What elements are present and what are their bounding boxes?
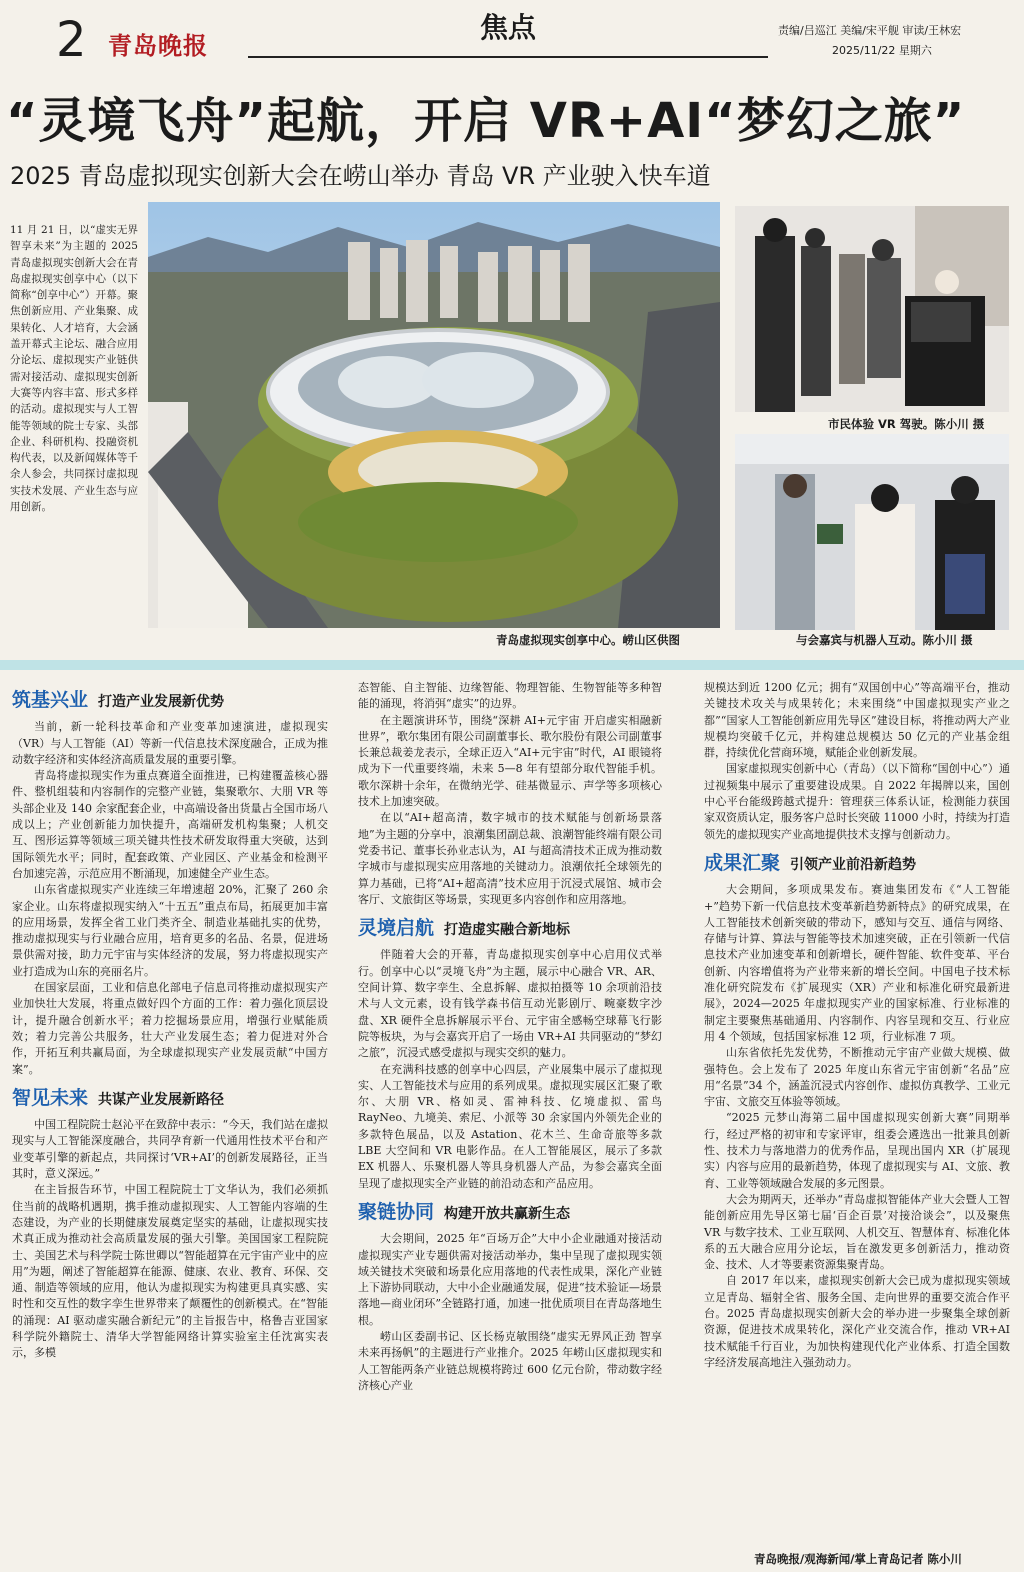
photo-caption-robot: 与会嘉宾与机器人互动。陈小川 摄 xyxy=(796,633,973,647)
editor-credits: 责编/吕巡江 美编/宋平舰 审读/王林宏 xyxy=(778,24,962,37)
section-subtitle: 打造虚实融合新地标 xyxy=(444,922,571,939)
paragraph: 在主题演讲环节，围绕“深耕 AI+元宇宙 开启虚实相融新世界”，歌尔集团有限公司副董事长、歌尔股份有限公司副董事长兼总裁姜龙表示，全球正迈入“AI+元宇宙”时代，AI 眼镜将成为下一代重要终端，未来 5—8 年有望部分取代智能手机。歌尔深耕十余年，在微纳光学、硅基微显示、声学等多项核心技术上加速突破。 xyxy=(358,713,662,809)
issue-date: 2025/11/22 星期六 xyxy=(832,44,932,57)
section-subtitle: 引领产业前沿新趋势 xyxy=(790,856,917,873)
reporter-credit: 青岛晚报/观海新闻/掌上青岛记者 陈小川 xyxy=(754,1552,962,1566)
masthead-rule xyxy=(248,56,768,58)
section-heading xyxy=(12,1086,328,1109)
section-heading xyxy=(358,917,662,940)
robot-interaction-illustration xyxy=(735,434,1009,630)
headline: “灵境飞舟”起航，开启 VR+AI“梦幻之旅” xyxy=(6,93,966,149)
column-1 xyxy=(12,680,328,1362)
section-keyword: 聚链协同 xyxy=(358,1200,435,1223)
paragraph: 山东省虚拟现实产业连续三年增速超 20%，汇聚了 260 余家企业。山东将虚拟现实纳入“十五五”重点布局，拓展更加丰富的应用场景，发挥全省工业门类齐全、制造业基础扎实的优势，推动虚拟现实与行业融合应用，培育更多的名品、名景，促进场景供需对接，助力元宇宙与实体经济的发展，努力将虚拟现实产业打造成为山东的亮丽名片。 xyxy=(12,883,328,978)
section-tag: 焦点 xyxy=(480,11,537,44)
column-3 xyxy=(704,680,1010,1371)
photo-vr-driving xyxy=(735,206,1009,412)
paragraph: 在充满科技感的创享中心四层，产业展集中展示了虚拟现实、人工智能技术与应用的系列成果。虚拟现实展区汇聚了歌尔、大朋 VR、格如灵、雷神科技、亿境虚拟、雷鸟 RayNeo、九境美、索尼、小派等 30 余家国内外领先企业的多款特色展品，以及 Astation、花木兰、生命奇旅等多款 LBE 大空间和 VR 电影作品。在人工智能展区，展示了多款 EX 机器人、乐聚机器人等具身机器人产品，为参会嘉宾全面呈现了虚拟现实全产业链的前沿动态和产品应用。 xyxy=(358,1062,662,1190)
column-2 xyxy=(358,680,662,1394)
section-keyword: 成果汇聚 xyxy=(704,851,781,874)
paragraph: 态智能、自主智能、边缘智能、物理智能、生物智能等多种智能的涌现，将消弭“虚实”的边界。 xyxy=(358,681,662,711)
paragraph: 国家虚拟现实创新中心（青岛）（以下简称“国创中心”）通过视频集中展示了重要建设成果。自 2022 年揭牌以来，国创中心平台能级跨越式提升：管理获三体系认证，检测能力获国家双资质认定，服务客户总时长突破 11000 小时，持续为打造领先的虚拟现实产业高地提供技术支撑与创新动力。 xyxy=(704,762,1010,841)
paragraph: 在国家层面，工业和信息化部电子信息司将推动虚拟现实产业加快壮大发展，将重点做好四个方面的工作：着力强化顶层设计，提升融合创新水平；着力挖掘场景应用，增强行业赋能质效；着力完善公共服务，壮大产业发展生态；着力促进对外合作，开拓互利共赢局面，为全球虚拟现实产业发展贡献“中国方案”。 xyxy=(12,981,328,1076)
section-keyword: 筑基兴业 xyxy=(12,689,89,711)
vr-driving-illustration xyxy=(735,206,1009,412)
paragraph: “2025 元梦山海第二届中国虚拟现实创新大赛”同期举行，经过严格的初审和专家评审，组委会遴选出一批兼具创新性、技术力与落地潜力的优秀作品，呈现出国内 XR（扩展现实）内容与应用的最新趋势，体现了虚拟现实与 AI、文旅、教育、工业等领域融合发展的多元图景。 xyxy=(704,1111,1010,1190)
paragraph: 自 2017 年以来，虚拟现实创新大会已成为虚拟现实领域立足青岛、辐射全省、服务全国、走向世界的重要交流合作平台。2025 青岛虚拟现实创新大会的举办进一步聚集全球创新资源，促进技术成果转化，深化产业交流合作，推动 VR+AI 技术赋能千行百业，为加快构建现代化产业体系、打造全国数字经济发展高地注入强劲动力。 xyxy=(704,1274,1010,1369)
paragraph: 山东省依托先发优势，不断推动元宇宙产业做大规模、做强特色。会上发布了 2025 年度山东省元宇宙创新“名品”应用“名景”34 个，涵盖沉浸式内容创作、虚拟仿真教学、工业元宇宙、文旅交互体验等领域。 xyxy=(704,1046,1010,1109)
paragraph: 崂山区委副书记、区长杨克敏围绕“虚实无界风正劲 智享未来再扬帆”的主题进行产业推介。2025 年崂山区虚拟现实和人工智能两条产业链总规模将跨过 600 亿元台阶，带动数字经济核心产业 xyxy=(358,1329,662,1392)
paragraph: 伴随着大会的开幕，青岛虚拟现实创享中心启用仪式举行。创享中心以“灵境飞舟”为主题，展示中心融合 VR、AR、空间计算、数字孪生、全息拆解、虚拟拍摄等 10 余项前沿技术与人文元素，设有钱学森书信互动光影剧厅、畹豪数字沙盘、XR 硬件全息拆解展示平台、元宇宙全感畅空球幕飞行影院等板块，为与会嘉宾开启了一场由 VR+AI 共同驱动的“梦幻之旅”，沉浸式感受虚拟与现实交织的魅力。 xyxy=(358,948,662,1060)
subheadline: 2025 青岛虚拟现实创新大会在崂山举办 青岛 VR 产业驶入快车道 xyxy=(10,162,711,190)
section-heading xyxy=(704,851,1010,874)
lead-paragraph: 11 月 21 日，以“虚实无界 智享未来”为主题的 2025 青岛虚拟现实创新大会在青岛虚拟现实创享中心（以下简称“创享中心”）开幕。聚焦创新应用、产业集聚、成果转化、人才培育，大会涵盖开幕式主论坛、融合应用分论坛、虚拟现实产业链供需对接活动、虚拟现实创新大赛等内容丰富、形式多样的活动。虚拟现实与人工智能等领域的院士专家、头部企业、科研机构、投融资机构代表，以及新闻媒体等千余人参会，共同探讨虚拟现实技术发展、产业生态与应用创新。 xyxy=(10,224,138,514)
masthead xyxy=(0,0,1024,70)
photo-robot-interaction xyxy=(735,434,1009,630)
section-subtitle: 共谋产业发展新路径 xyxy=(98,1091,225,1108)
paragraph: 在以“AI+超高清，数字城市的技术赋能与创新场景落地”为主题的分享中，浪潮集团副总裁、浪潮智能终端有限公司党委书记、董事长孙业志认为，AI 与超高清技术正成为推动数字城市与虚拟现实应用落地的关键动力。浪潮依托全球领先的算力基础，已将“AI+超高清”技术应用于沉浸式展馆、城市会客厅、文旅街区等场景，实现更多内容创作和应用落地。 xyxy=(358,811,662,906)
photo-caption-center: 青岛虚拟现实创享中心。崂山区供图 xyxy=(496,633,680,647)
aerial-illustration xyxy=(148,202,720,628)
section-heading xyxy=(12,689,328,711)
section-keyword: 智见未来 xyxy=(12,1086,89,1109)
paragraph: 规模达到近 1200 亿元；拥有“双国创中心”等高端平台，推动关键技术攻关与成果转化；未来围绕“中国虚拟现实产业之都”“国家人工智能创新应用先导区”建设目标，将推动两大产业规模均突破千亿元，并构建总规模达 50 亿元的产业基金组群，持续优化营商环境，赋能企业创新发展。 xyxy=(704,681,1010,760)
paragraph: 中国工程院院士赵沁平在致辞中表示：“今天，我们站在虚拟现实与人工智能深度融合，共同孕育新一代通用性技术平台和产业变革引擎的新起点，共同探讨‘VR+AI’的创新发展路径，正当其时，意义深远。” xyxy=(12,1118,328,1181)
photo-vr-center xyxy=(148,202,720,628)
paragraph: 在主旨报告环节，中国工程院院士丁文华认为，我们必须抓住当前的战略机遇期，携手推动虚拟现实、人工智能内容端的生态建设，为产业的长期健康发展奠定坚实的基础，让虚拟现实技术真正成为推动社会高质量发展的强大引擎。美国国家工程院院士、美国艺术与科学院士陈世卿以“智能超算在元宇宙产业中的应用”为题，阐述了智能超算在能源、健康、农业、教育、环保、交通、制造等领域的应用，他认为虚拟现实为构建更具真实感、实时性和交互性的数字孪生世界带来了颠覆性的创新模式。在“智能的涌现：AI 驱动虚实融合新纪元”的主旨报告中，格鲁吉亚国家科学院外籍院士、清华大学智能网络计算实验室主任沈寓实表示，多模 xyxy=(12,1183,328,1360)
paragraph: 大会期间，2025 年“百场万企”大中小企业融通对接活动虚拟现实产业专题供需对接活动举办，集中呈现了虚拟现实领域关键技术突破和场景化应用落地的代表性成果，深化产业链上下游协同联动，大中小企业融通发展，促进“技术验证—场景落地—商业闭环”全链路打通，加速一批优质项目在青岛落地生根。 xyxy=(358,1232,662,1327)
section-heading xyxy=(358,1200,662,1223)
paper-logo: 青岛晚报 xyxy=(108,31,208,60)
section-subtitle: 构建开放共赢新生态 xyxy=(444,1205,571,1222)
divider-band xyxy=(0,660,1024,670)
page-number: 2 xyxy=(56,12,87,68)
photo-caption-vr: 市民体验 VR 驾驶。陈小川 摄 xyxy=(828,417,985,431)
paragraph: 青岛将虚拟现实作为重点赛道全面推进，已构建覆盖核心器件、整机组装和内容制作的完整产业链，集聚歌尔、大朋 VR 等头部企业及 140 余家配套企业，中高端设备出货量占全国市场八成以上；产业创新能力加快提升，高端研发机构集聚；人机交互、图形运算等领域三项关键共性技术研发取得重大突破，达到国际领先水平；同时，配套政策、产业园区、产业基金和检测平台加速完善，示范应用不断涌现，加速健全产业生态。 xyxy=(12,769,328,880)
paragraph: 大会为期两天，还举办“青岛虚拟智能体产业大会暨人工智能创新应用先导区第七届‘百企百景’对接洽谈会”，以及聚焦 VR 与数字技术、工业互联网、人机交互、智慧体育、标准化体系的五大融合应用分论坛，旨在激发更多创新活力，推动资金、技术、人才等要素资源集聚青岛。 xyxy=(704,1192,1010,1272)
paragraph: 当前，新一轮科技革命和产业变革加速演进，虚拟现实（VR）与人工智能（AI）等新一代信息技术深度融合，正成为推动数字经济和实体经济高质量发展的重要引擎。 xyxy=(12,720,328,766)
paragraph: 大会期间，多项成果发布。赛迪集团发布《“人工智能+”趋势下新一代信息技术变革新趋势新特点》的研究成果，在人工智能技术创新突破的带动下，感知与交互、通信与网络、存储与计算、算法与智能等技术加速突破，正在引领新一代信息技术产业加速变革和创新增长，硬件智能、软件变革、平台创新、内容增值将为产业带来新的增长空间。中国电子技术标准化研究院发布《扩展现实（XR）产业和标准化研究最新进展》，2024—2025 年虚拟现实产业的国家标准、行业标准的制定主要聚焦基础通用、内容制作、内容呈现和交互、行业应用 4 个领域，包括国家标准 12 项，行业标准 7 项。 xyxy=(704,883,1010,1043)
section-subtitle: 打造产业发展新优势 xyxy=(98,694,225,710)
section-keyword: 灵境启航 xyxy=(358,917,435,940)
